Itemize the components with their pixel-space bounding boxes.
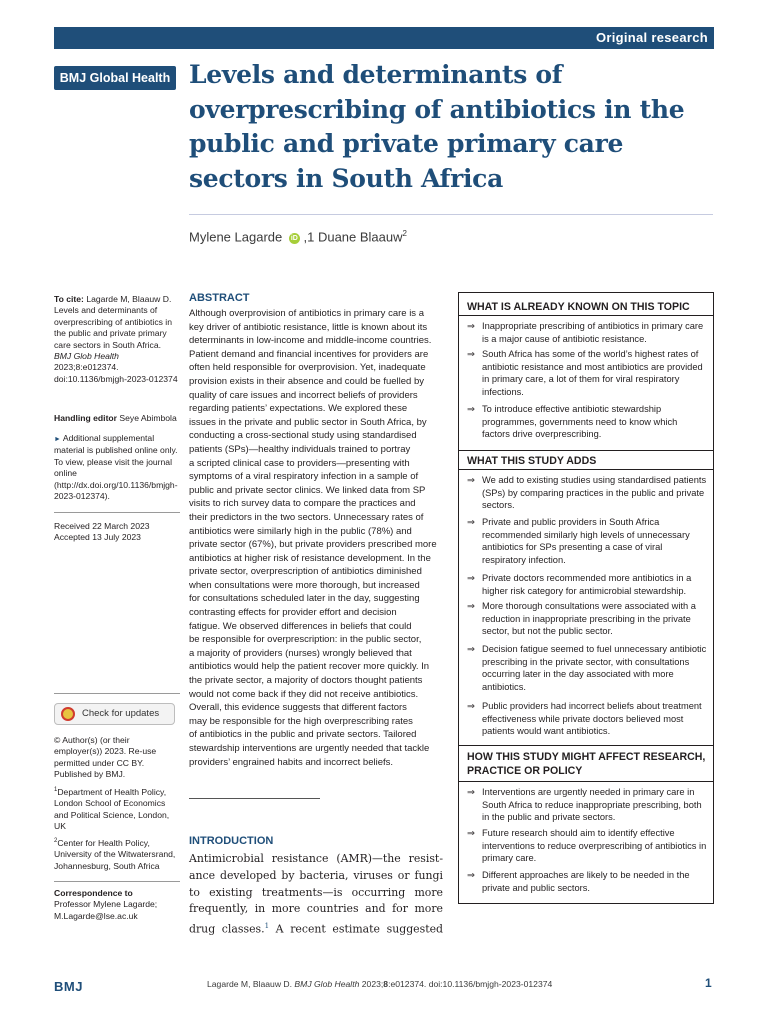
supplemental-text[interactable]: Additional supplemental material is published online only. To view, please visit the journal online (http://dx.doi.org/10.1136/bmjgh-2023-012374).: [54, 433, 178, 502]
abstract-line: the private sector, a majority of doctors thought patients: [189, 675, 423, 687]
arrow-bullet-icon: ⇒: [467, 828, 475, 838]
abstract-line: antibiotics were similarly high in the public (78%) and: [189, 525, 412, 537]
triangle-bullet-icon: ►: [54, 436, 61, 443]
correspondence-block: [54, 888, 180, 922]
affiliation-text: Center for Health Policy, University of the Witwatersrand, Johannesburg, South Africa: [54, 837, 176, 871]
accepted-date: Accepted 13 July 2023: [54, 532, 141, 543]
abstract-line: private sector (67%), but private providers prescribed more: [189, 539, 437, 551]
sidebar-divider: [54, 512, 180, 513]
page-number: 1: [705, 976, 712, 990]
correspondence-name: Professor Mylene Lagarde;: [54, 899, 158, 910]
abstract-divider: [189, 798, 320, 799]
intro-line: Antimicrobial resistance (AMR)—the resist-: [189, 852, 443, 865]
footer-year: 2023;: [359, 979, 384, 989]
intro-line: ance developed by bacteria, viruses or fungi: [189, 868, 443, 882]
introduction-body: [189, 851, 443, 939]
key-message-text: To introduce effective antibiotic stewardship programmes, governments need to know which factors drive overprescribing.: [482, 404, 678, 440]
abstract-line: public and private sector clinics. We linked data from SP: [189, 484, 426, 496]
abstract-line: regarding patients’ expectations. We explored these: [189, 403, 408, 415]
known-heading: WHAT IS ALREADY KNOWN ON THIS TOPIC: [467, 301, 690, 313]
bmj-logo: BMJ: [54, 979, 83, 994]
abstract-line: providers’ engrained habits and incorrect beliefs.: [189, 756, 394, 768]
key-message-text: Decision fatigue seemed to fuel unnecessary antibiotic prescribing in the private sector, with consultations occurring later in the day associated with more antibiotics.: [482, 644, 707, 692]
abstract-line: quality of care issues and incorrect beliefs of providers: [189, 389, 418, 401]
abstract-line: contrasting effects for provider effort and decision: [189, 607, 397, 619]
reference-link[interactable]: 1: [264, 922, 270, 931]
footer-journal: BMJ Glob Health: [294, 979, 360, 989]
sidebar-divider: [54, 693, 180, 694]
key-message-item: [467, 403, 707, 441]
intro-line: frequently, in more countries and for more: [189, 902, 443, 916]
arrow-bullet-icon: ⇒: [467, 870, 475, 880]
abstract-line: key driver of antibiotic resistance, little is known about its: [189, 321, 428, 333]
abstract-line: may be responsible for the high overprescribing rates: [189, 715, 413, 727]
author-affiliation: 2: [402, 229, 407, 238]
author-affiliation: ,1: [303, 229, 315, 245]
affect-heading: PRACTICE OR POLICY: [467, 765, 583, 777]
key-message-item: [467, 320, 707, 345]
affiliation-1: $^1$Department of Health Policy, London School of Economics and Political Science, London, UK: [54, 786, 170, 832]
title-divider: [189, 214, 713, 215]
key-message-text: South Africa has some of the world’s highest rates of antibiotic resistance and most antibiotics are provided in primary care, a lot of them for viral respiratory infections.: [482, 349, 703, 397]
copyright-text: © Author(s) (or their employer(s)) 2023. Re-use permitted under CC BY. Published by BMJ.: [54, 735, 157, 780]
intro-line: to existing treatments—is occurring more: [189, 885, 443, 899]
cite-label: To cite:: [54, 294, 84, 304]
abstract-line: would not come back if they did not receive antibiotics.: [189, 688, 419, 700]
abstract-line: Overall, this evidence suggests that different factors: [189, 702, 407, 714]
affect-heading: HOW THIS STUDY MIGHT AFFECT RESEARCH,: [467, 751, 706, 763]
box-divider: [459, 745, 713, 746]
arrow-bullet-icon: ⇒: [467, 787, 475, 797]
adds-heading: WHAT THIS STUDY ADDS: [467, 455, 597, 467]
abstract-line: Patient demand and financial incentives for providers are: [189, 348, 429, 360]
abstract-line: fatigue. We observed differences in beliefs that could: [189, 620, 412, 632]
affiliation-2: $^2$Center for Health Policy, University of the Witwatersrand, Johannesburg, South Africa: [54, 837, 176, 871]
check-for-updates-button[interactable]: [54, 703, 175, 725]
abstract-line: stewardship interventions are urgently needed that tackle: [189, 743, 430, 754]
journal-badge: BMJ Global Health: [54, 66, 176, 90]
key-message-text: We add to existing studies using standardised patients (SPs) by comparing practices in the public and private sectors.: [482, 475, 707, 511]
key-message-text: Public providers had incorrect beliefs about treatment effectiveness while private doctors believed most patients would want antibiotics.: [482, 701, 702, 737]
section-label: Original research: [595, 30, 708, 45]
dates-block: [54, 521, 180, 544]
arrow-bullet-icon: ⇒: [467, 404, 475, 414]
arrow-bullet-icon: ⇒: [467, 573, 475, 583]
box-divider: [459, 315, 713, 316]
correspondence-email[interactable]: M.Lagarde@lse.ac.uk: [54, 910, 138, 921]
handling-name: Seye Abimbola: [119, 413, 177, 423]
key-message-item: [467, 572, 707, 597]
abstract-line: antibiotics at higher risk of resistance development. In the: [189, 552, 431, 564]
intro-text: A recent estimate suggested: [269, 922, 443, 936]
correspondence-label: Correspondence to: [54, 888, 133, 898]
footer-authors: Lagarde M, Blaauw D.: [207, 979, 295, 989]
abstract-line: provision exists in their absence and could be fuelled by: [189, 375, 425, 387]
abstract-line: a scripted clinical case to providers—presenting with: [189, 457, 410, 469]
abstract-line: for consultations scheduled later in the day, suggesting: [189, 593, 420, 605]
abstract-line: issues in the private and public sector in South Africa, by: [189, 416, 427, 428]
key-message-item: [467, 643, 707, 693]
box-divider: [459, 781, 713, 782]
key-message-text: Future research should aim to identify effective interventions to reduce overprescribing of antibiotics in primary care.: [482, 828, 707, 864]
key-message-text: Interventions are urgently needed in primary care in South Africa to reduce inappropriate prescribing, both in the public and private sectors.: [482, 787, 702, 823]
footer-citation: [207, 979, 552, 989]
key-message-item: [467, 600, 707, 638]
arrow-bullet-icon: ⇒: [467, 321, 475, 331]
arrow-bullet-icon: ⇒: [467, 644, 475, 654]
abstract-line: patients (SPs)—healthy individuals trained to portray: [189, 443, 411, 455]
author-list: [189, 229, 407, 244]
arrow-bullet-icon: ⇒: [467, 701, 475, 711]
author-name[interactable]: Duane Blaauw: [317, 229, 403, 245]
cite-text: Lagarde M, Blaauw D. Levels and determinants of overprescribing of antibiotics in the public and private primary care sectors in South Africa.: [54, 294, 172, 350]
abstract-line: conducting a cross-sectional study using standardised: [189, 430, 417, 442]
abstract-line: often held responsible for overprovision. Yet, inadequate: [189, 362, 426, 374]
abstract-line: determinants in low-income and middle-income countries.: [189, 335, 432, 347]
key-message-item: [467, 700, 707, 738]
box-divider: [459, 469, 713, 470]
key-message-item: [467, 827, 707, 865]
intro-line: [189, 918, 443, 938]
received-date: Received 22 March 2023: [54, 521, 150, 531]
key-message-item: [467, 474, 707, 512]
intro-text: drug classes.: [189, 922, 265, 936]
key-message-item: [467, 348, 707, 398]
abstract-line: a majority of providers (nurses) wrongly believed that: [189, 647, 412, 659]
sidebar-divider: [54, 881, 180, 882]
key-message-text: Private doctors recommended more antibiotics in a higher risk category for antimicrobial stewardship.: [482, 573, 692, 596]
article-title: Levels and determinants of overprescribing of antibiotics in the public and private primary care sectors in South Africa: [189, 60, 685, 193]
section-banner: [54, 27, 714, 49]
abstract-heading: ABSTRACT: [189, 292, 250, 304]
cite-journal: BMJ Glob Health: [54, 351, 119, 362]
abstract-line: be responsible for overprescription: in the public sector,: [189, 634, 422, 646]
key-message-text: Inappropriate prescribing of antibiotics in primary care is a major cause of antibiotic resistance.: [482, 321, 704, 344]
abstract-line: private sector, overprescription of antibiotics diminished: [189, 566, 422, 578]
abstract-body: [189, 307, 443, 769]
arrow-bullet-icon: ⇒: [467, 349, 475, 359]
copyright-block: [54, 735, 180, 781]
check-updates-label: Check for updates: [82, 708, 160, 719]
abstract-line: of antibiotics in the public and private sectors. Tailored: [189, 729, 417, 741]
handling-label: Handling editor: [54, 413, 118, 423]
key-message-item: [467, 869, 707, 894]
box-divider: [459, 450, 713, 451]
arrow-bullet-icon: ⇒: [467, 601, 475, 611]
key-message-text: More thorough consultations were associated with a reduction in inappropriate prescribing in the private sector, but not the public sector.: [482, 601, 696, 637]
footer-volume: 8: [383, 979, 389, 989]
abstract-line: symptoms of a viral respiratory infection in a sample of: [189, 471, 419, 483]
arrow-bullet-icon: ⇒: [467, 475, 475, 485]
key-message-item: [467, 786, 707, 824]
supplemental-note: [54, 433, 180, 502]
introduction-heading: INTRODUCTION: [189, 835, 274, 847]
key-message-item: [467, 516, 707, 566]
cite-doi[interactable]: 2023;8:e012374. doi:10.1136/bmjgh-2023-012374: [54, 362, 178, 384]
key-message-text: Different approaches are likely to be needed in the private and public sectors.: [482, 870, 690, 893]
affiliation-text: Department of Health Policy, London School of Economics and Political Science, London, UK: [54, 786, 170, 832]
author-name[interactable]: Mylene Lagarde: [189, 229, 283, 245]
footer-doi: :e012374. doi:10.1136/bmjgh-2023-012374: [388, 979, 553, 989]
handling-editor: [54, 413, 180, 424]
arrow-bullet-icon: ⇒: [467, 517, 475, 527]
crossmark-icon: [61, 707, 75, 721]
key-message-text: Private and public providers in South Africa recommended similarly high levels of unnecessary antibiotics for SPs presenting a case of viral respiratory infection.: [482, 517, 690, 565]
abstract-line: Although overprovision of antibiotics in primary care is a: [189, 308, 424, 319]
abstract-line: visits to rich survey data to compare the practices and: [189, 498, 416, 510]
orcid-icon[interactable]: iD: [290, 235, 298, 243]
abstract-line: antibiotics would help the patient recover more quickly. In: [189, 661, 430, 673]
citation-block: [54, 294, 180, 385]
abstract-line: when consultations were more thorough, but increased: [189, 579, 420, 591]
abstract-line: their predictors in the two sectors. Unnecessary rates of: [189, 511, 424, 523]
